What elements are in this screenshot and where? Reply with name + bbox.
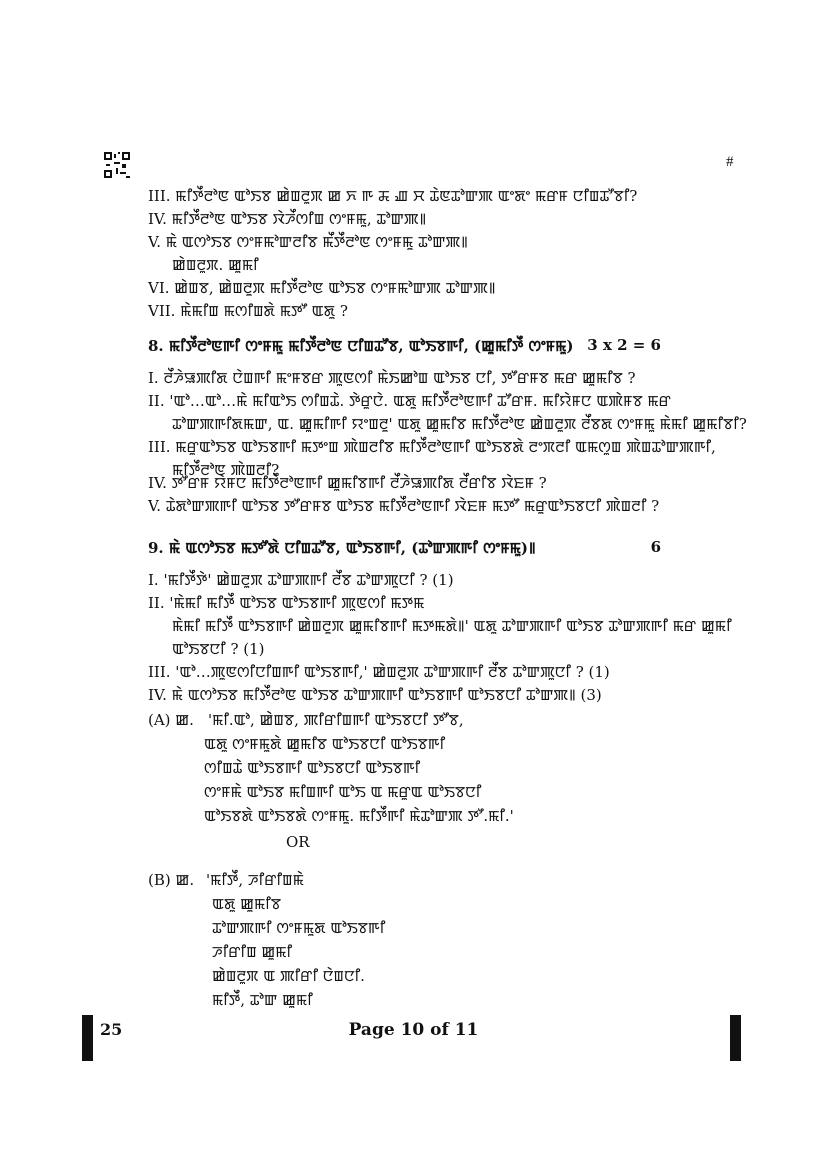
question-8-line: ꯃꯤꯇꯩꯂꯣꯟ ꯄꯥꯡꯂꯤ? bbox=[172, 461, 280, 479]
question-line: IV. ꯃꯤꯇꯩꯂꯣꯟ ꯑꯣꯏꯕ ꯋꯥꯍꯩꯁꯤꯡ ꯁꯦꯝꯃꯨ, ꯊꯣꯛꯄ꯫ bbox=[148, 210, 427, 228]
question-line: VI. ꯀꯥꯡꯕ, ꯀꯥꯡꯂꯨꯞ ꯃꯤꯇꯩꯂꯣꯟ ꯑꯣꯏꯕ ꯁꯦꯝꯃꯣꯛꯄ ꯊꯣꯛꯄ꯫ bbox=[148, 279, 496, 297]
question-9-line: I. 'ꯃꯤꯇꯩꯇꯥ' ꯀꯥꯡꯂꯨꯞ ꯊꯣꯛꯄꯒꯤ ꯂꯩꯕ ꯊꯣꯛꯄꯨꯅꯤ ? (1) bbox=[148, 571, 454, 589]
poem-a-label: (A) ꯀ. bbox=[148, 711, 194, 729]
question-8-marks: 3 x 2 = 6 bbox=[587, 336, 661, 354]
question-8-title: 8. ꯃꯤꯇꯩꯂꯣꯟꯒꯤ ꯁꯦꯝꯃꯨ ꯃꯤꯇꯩꯂꯣꯟ ꯅꯤꯡꯊꯧꯕ, ꯑꯣꯏꯕꯒꯤ, (ꯀꯨꯃꯤꯇꯩ ꯁꯦꯝꯃꯨ) bbox=[148, 337, 574, 355]
question-line: ꯀꯥꯡꯂꯨꯞ. ꯀꯨꯃꯤ bbox=[172, 256, 259, 274]
question-9-line: III. 'ꯑꯣ…ꯄꯨꯟꯁꯤꯅꯤꯡꯒꯤ ꯑꯣꯏꯕꯒꯤ,' ꯀꯥꯡꯂꯨꯞ ꯊꯣꯛꯄꯒꯤ ꯂꯩꯕ ꯊꯣꯛꯄꯨꯅꯤ ? (1) bbox=[148, 663, 610, 681]
question-9-marks: 6 bbox=[650, 538, 661, 556]
poem-a-line: ꯑꯗꯨ ꯁꯦꯝꯃꯨꯗꯥ ꯀꯨꯃꯤꯕ ꯑꯣꯏꯕꯅꯤ ꯑꯣꯏꯕꯒꯤ bbox=[204, 735, 446, 753]
question-9-title: 9. ꯃꯥ ꯑꯁꯣꯏꯕ ꯃꯇꯧꯗꯥ ꯅꯤꯡꯊꯧꯕ, ꯑꯣꯏꯕꯒꯤ, (ꯊꯣꯛꯄꯒꯤ ꯁꯦꯝꯃꯨ)꯫ bbox=[148, 539, 536, 557]
question-8-line: ꯊꯣꯛꯄꯒꯤꯗꯃꯛ, ꯑ. ꯀꯨꯃꯤꯒꯤ ꯌꯦꯡꯂꯨ' ꯑꯗꯨ ꯀꯨꯃꯤꯕ ꯃꯤꯇꯩꯂꯣꯟ ꯀꯥꯡꯂꯨꯞ ꯂꯩꯕꯗ ꯁꯦꯝꯃꯨ ꯃꯥꯃꯤ ꯀꯨꯃꯤꯕꯤ? bbox=[172, 415, 747, 433]
poem-b-line: ꯃꯤꯇꯩ, ꯊꯣꯛ ꯀꯨꯃꯤ bbox=[212, 991, 313, 1009]
poem-a-line: ꯑꯣꯏꯕꯗꯥ ꯑꯣꯏꯕꯗꯥ ꯁꯦꯝꯃꯨ. ꯃꯤꯇꯩꯒꯤ ꯃꯥꯊꯣꯛꯄ ꯇꯧ.ꯃꯤ.' bbox=[204, 807, 514, 825]
question-8-line: IV. ꯇꯧꯔꯝ ꯌꯥꯝꯅ ꯃꯤꯇꯩꯂꯣꯟꯒꯤ ꯀꯨꯃꯤꯕꯒꯤ ꯂꯩꯍꯥꯎꯄꯤꯗ ꯂꯩꯔꯤꯕ ꯋꯥꯐꯝ ? bbox=[148, 474, 547, 492]
poem-b-line: ꯑꯗꯨ ꯀꯨꯃꯤꯕ bbox=[212, 895, 281, 913]
question-8-line: III. ꯃꯔꯨꯑꯣꯏꯕ ꯑꯣꯏꯕꯒꯤ ꯃꯇꯦꯡ ꯄꯥꯡꯂꯤꯕ ꯃꯤꯇꯩꯂꯣꯟꯒꯤ ꯑꯣꯏꯕꯗꯥ ꯂꯦꯞꯂꯤ ꯑꯃꯁꯨꯡ ꯄꯥꯡꯊꯣꯛꯄꯒꯤ, bbox=[148, 438, 716, 456]
question-8-line: II. 'ꯑꯣ…ꯑꯣ…ꯃꯥ ꯃꯤꯑꯣꯏ ꯁꯤꯡꯊꯥ. ꯇꯥꯔꯨꯅꯥ. ꯑꯗꯨ ꯃꯤꯇꯩꯂꯣꯟꯒꯤ ꯊꯧꯔꯝ. ꯃꯤꯌꯥꯝꯅ ꯑꯄꯥꯝꯕ ꯃꯔ bbox=[148, 392, 671, 410]
page-marker: # bbox=[726, 154, 734, 170]
or-separator: OR bbox=[286, 833, 310, 851]
poem-a-line: 'ꯃꯤ.ꯑꯣ, ꯀꯥꯡꯕ, ꯄꯤꯔꯤꯡꯒꯤ ꯑꯣꯏꯕꯅꯤ ꯇꯧꯕ, bbox=[208, 711, 464, 729]
page-number: Page 10 of 11 bbox=[348, 1020, 479, 1040]
question-line: VII. ꯃꯥꯃꯤꯡ ꯃꯁꯤꯡꯗꯥ ꯃꯇꯧ ꯑꯗꯨ ? bbox=[148, 302, 348, 320]
question-line: V. ꯃꯥ ꯑꯁꯣꯏꯕ ꯁꯦꯝꯃꯣꯛꯂꯤꯕ ꯃꯩꯇꯩꯂꯣꯟ ꯁꯦꯝꯃꯨ ꯊꯣꯛꯄ꯫ bbox=[148, 233, 468, 251]
question-9-line: ꯑꯣꯏꯕꯅꯤ ? (1) bbox=[172, 640, 265, 658]
poem-b-label: (B) ꯀ. bbox=[148, 871, 195, 889]
qr-code bbox=[104, 152, 130, 178]
question-8-line: V. ꯊꯥꯗꯣꯛꯄꯒꯤ ꯑꯣꯏꯕ ꯇꯧꯔꯝꯕ ꯑꯣꯏꯕ ꯃꯤꯇꯩꯂꯣꯟꯒꯤ ꯋꯥꯐꯝ ꯃꯇꯧ ꯃꯔꯨꯑꯣꯏꯕꯅꯤ ꯄꯥꯡꯂꯤ ? bbox=[148, 497, 660, 515]
question-line: III. ꯃꯤꯇꯩꯂꯣꯟ ꯑꯣꯏꯕ ꯀꯥꯡꯂꯨꯞ ꯀ ꯈ ꯒ ꯘ ꯉ ꯆ ꯊꯥꯟꯊꯣꯛꯄ ꯑꯦꯗꯦ ꯃꯔꯝ ꯅꯤꯡꯊꯧꯕꯤ? bbox=[148, 187, 638, 205]
poem-b-line: ꯍꯤꯔꯤꯡ ꯀꯨꯃꯤ bbox=[212, 943, 293, 961]
question-9-line: ꯃꯥꯃꯤ ꯃꯤꯇꯩ ꯑꯣꯏꯕꯒꯤ ꯀꯥꯡꯂꯨꯞ ꯀꯨꯃꯤꯕꯒꯤ ꯃꯇꯃꯗꯥ꯫' ꯑꯗꯨ ꯊꯣꯛꯄꯒꯤ ꯑꯣꯏꯕ ꯊꯣꯛꯄꯒꯤ ꯃꯔ ꯀꯨꯃꯤ bbox=[172, 617, 732, 635]
question-9-line: IV. ꯃꯥ ꯑꯁꯣꯏꯕ ꯃꯤꯇꯩꯂꯣꯟ ꯑꯣꯏꯕ ꯊꯣꯛꯄꯒꯤ ꯑꯣꯏꯕꯒꯤ ꯑꯣꯏꯕꯅꯤ ꯊꯣꯛꯄ꯫ (3) bbox=[148, 686, 602, 704]
poem-b-line: ꯀꯥꯡꯂꯨꯞ ꯑ ꯄꯤꯔꯤ ꯅꯥꯡꯅꯤ. bbox=[212, 967, 365, 985]
question-9-line: II. 'ꯃꯥꯃꯤ ꯃꯤꯇꯩ ꯑꯣꯏꯕ ꯑꯣꯏꯕꯒꯤ ꯄꯨꯟꯁꯤ ꯃꯇꯃ bbox=[148, 594, 425, 612]
poem-a-line: ꯁꯤꯡꯊꯥ ꯑꯣꯏꯕꯒꯤ ꯑꯣꯏꯕꯅꯤ ꯑꯣꯏꯕꯒꯤ bbox=[204, 759, 421, 777]
question-8-line: I. ꯂꯩꯍꯥꯎꯄꯤꯗ ꯅꯥꯡꯒꯤ ꯃꯦꯝꯕꯔ ꯄꯨꯟꯁꯤ ꯃꯥꯏꯀꯣꯡ ꯑꯣꯏꯕ ꯅꯤ, ꯇꯧꯔꯝꯕ ꯃꯔ ꯀꯨꯃꯤꯕ ? bbox=[148, 369, 636, 387]
page-code: 25 bbox=[100, 1020, 123, 1039]
poem-b-line: ꯊꯣꯛꯄꯒꯤ ꯁꯦꯝꯃꯨꯗ ꯑꯣꯏꯕꯒꯤ bbox=[212, 919, 386, 937]
poem-a-line: ꯁꯦꯝꯃꯥ ꯑꯣꯏꯕ ꯃꯤꯡꯒꯤ ꯑꯣꯏ ꯑ ꯃꯔꯨꯑ ꯑꯣꯏꯕꯅꯤ bbox=[204, 783, 482, 801]
poem-b-line: 'ꯃꯤꯇꯩ, ꯍꯤꯔꯤꯡꯃꯥ bbox=[206, 871, 304, 889]
